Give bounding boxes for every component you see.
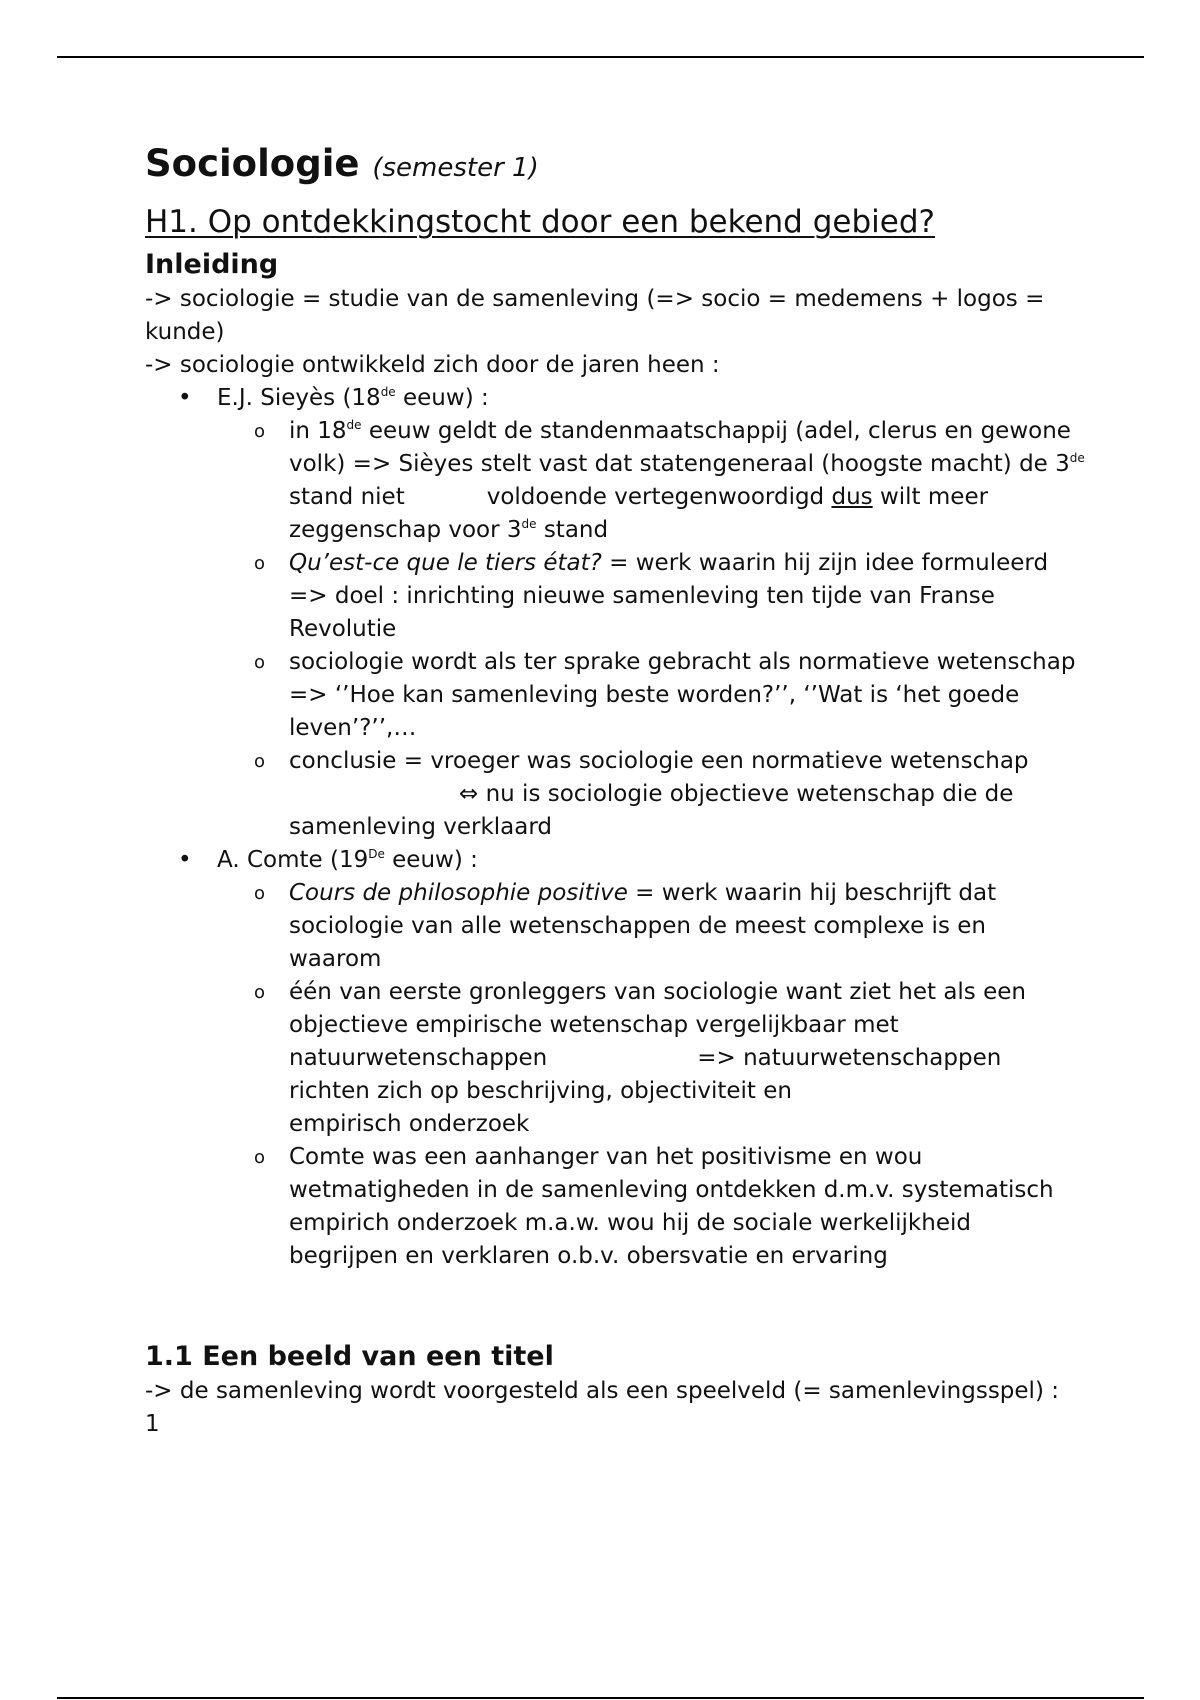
text: => ‘’Hoe kan samenleving beste worden?’’, ‘’Wat is ‘het goede leven’?’’,… bbox=[289, 682, 1020, 741]
sieyes-sup: de bbox=[380, 385, 396, 399]
title-text: Sociologie bbox=[145, 142, 360, 185]
sub-item-conclusie bbox=[254, 745, 1085, 844]
sieyes-label-b: eeuw) : bbox=[395, 385, 489, 411]
text: stand bbox=[536, 517, 609, 543]
sub-list-sieyes bbox=[217, 415, 1085, 844]
document-body bbox=[145, 135, 1085, 1441]
sup: de bbox=[521, 517, 537, 531]
work-title: Qu’est-ce que le tiers état? bbox=[289, 550, 602, 576]
underlined-word: dus bbox=[831, 484, 873, 510]
text: stand niet bbox=[289, 484, 405, 510]
bullet-icon: • bbox=[178, 385, 192, 411]
sub-item-cours bbox=[254, 877, 1085, 976]
list-item-sieyes bbox=[145, 382, 1085, 844]
text: eeuw geldt de standenmaatschappij (adel, clerus en gewone volk) => Sièyes stelt vast dat statengeneraal (hoogste macht) de 3 bbox=[289, 418, 1071, 477]
bullet-list bbox=[145, 382, 1085, 1273]
text: voldoende vertegenwoordigd bbox=[486, 484, 832, 510]
list-item-comte bbox=[145, 844, 1085, 1273]
work-title: Cours de philosophie positive bbox=[289, 880, 628, 906]
section-heading-inleiding: Inleiding bbox=[145, 249, 279, 280]
text: wilt meer zeggenschap voor 3 bbox=[289, 484, 989, 543]
title-subtitle: (semester 1) bbox=[372, 153, 539, 183]
comte-label-b: eeuw) : bbox=[384, 847, 478, 873]
text: => doel : inrichting nieuwe samenleving ten tijde van Franse Revolutie bbox=[289, 583, 995, 642]
circle-bullet-icon: o bbox=[254, 553, 266, 574]
text: = werk waarin hij beschrijft dat sociologie van alle wetenschappen de meest complexe is en waarom bbox=[289, 880, 997, 972]
document-title bbox=[145, 135, 1085, 197]
sub-item-normatief bbox=[254, 646, 1085, 745]
bullet-icon: • bbox=[178, 847, 192, 873]
text: => natuurwetenschappen richten zich op beschrijving, objectiviteit en bbox=[289, 1045, 1002, 1104]
sub-item-grondlegger bbox=[254, 976, 1085, 1141]
text: sociologie wordt als ter sprake gebracht als normatieve wetenschap bbox=[289, 649, 1076, 675]
paragraph-development: -> sociologie ontwikkeld zich door de jaren heen : bbox=[145, 352, 720, 378]
sub-item-standen bbox=[254, 415, 1085, 547]
text: empirisch onderzoek bbox=[289, 1111, 530, 1137]
circle-bullet-icon: o bbox=[254, 421, 266, 442]
paragraph-speelveld: -> de samenleving wordt voorgesteld als een speelveld (= samenlevingsspel) : bbox=[145, 1378, 1059, 1404]
circle-bullet-icon: o bbox=[254, 652, 266, 673]
sieyes-label-a: E.J. Sieyès (18 bbox=[217, 385, 381, 411]
spacer bbox=[145, 1273, 1085, 1339]
sub-item-positivisme bbox=[254, 1141, 1085, 1273]
text: ⇔ nu is sociologie objectieve wetenschap die de samenleving verklaard bbox=[289, 781, 1014, 840]
page-top-rule bbox=[57, 56, 1144, 58]
sub-item-tiers-etat bbox=[254, 547, 1085, 646]
sub-list-comte bbox=[217, 877, 1085, 1273]
page-bottom-rule bbox=[57, 1697, 1144, 1699]
circle-bullet-icon: o bbox=[254, 751, 266, 772]
page-number: 1 bbox=[145, 1411, 160, 1437]
text: = werk waarin hij zijn idee formuleerd bbox=[601, 550, 1049, 576]
sup: de bbox=[1069, 451, 1085, 465]
circle-bullet-icon: o bbox=[254, 883, 266, 904]
text: Comte was een aanhanger van het positivisme en wou wetmatigheden in de samenleving ontdekken d.m.v. systematisch empirich onderzoek m.a.w. wou hij de sociale werkelijkheid begrijpen en verklaren o.b.v. obersvatie en ervaring bbox=[289, 1144, 1054, 1269]
comte-label-a: A. Comte (19 bbox=[217, 847, 369, 873]
circle-bullet-icon: o bbox=[254, 982, 266, 1003]
text: conclusie = vroeger was sociologie een normatieve wetenschap bbox=[289, 748, 1029, 774]
section-heading-beeld: 1.1 Een beeld van een titel bbox=[145, 1341, 554, 1372]
chapter-heading: H1. Op ontdekkingstocht door een bekend gebied? bbox=[145, 204, 935, 240]
text: één van eerste gronleggers van sociologie want ziet het als een objectieve empirische wetenschap vergelijkbaar met natuurwetenschappen bbox=[289, 979, 1026, 1071]
circle-bullet-icon: o bbox=[254, 1147, 266, 1168]
comte-sup: De bbox=[368, 847, 385, 861]
sup: de bbox=[346, 418, 362, 432]
text: in 18 bbox=[289, 418, 347, 444]
paragraph-definition: -> sociologie = studie van de samenleving (=> socio = medemens + logos = kunde) bbox=[145, 286, 1045, 345]
